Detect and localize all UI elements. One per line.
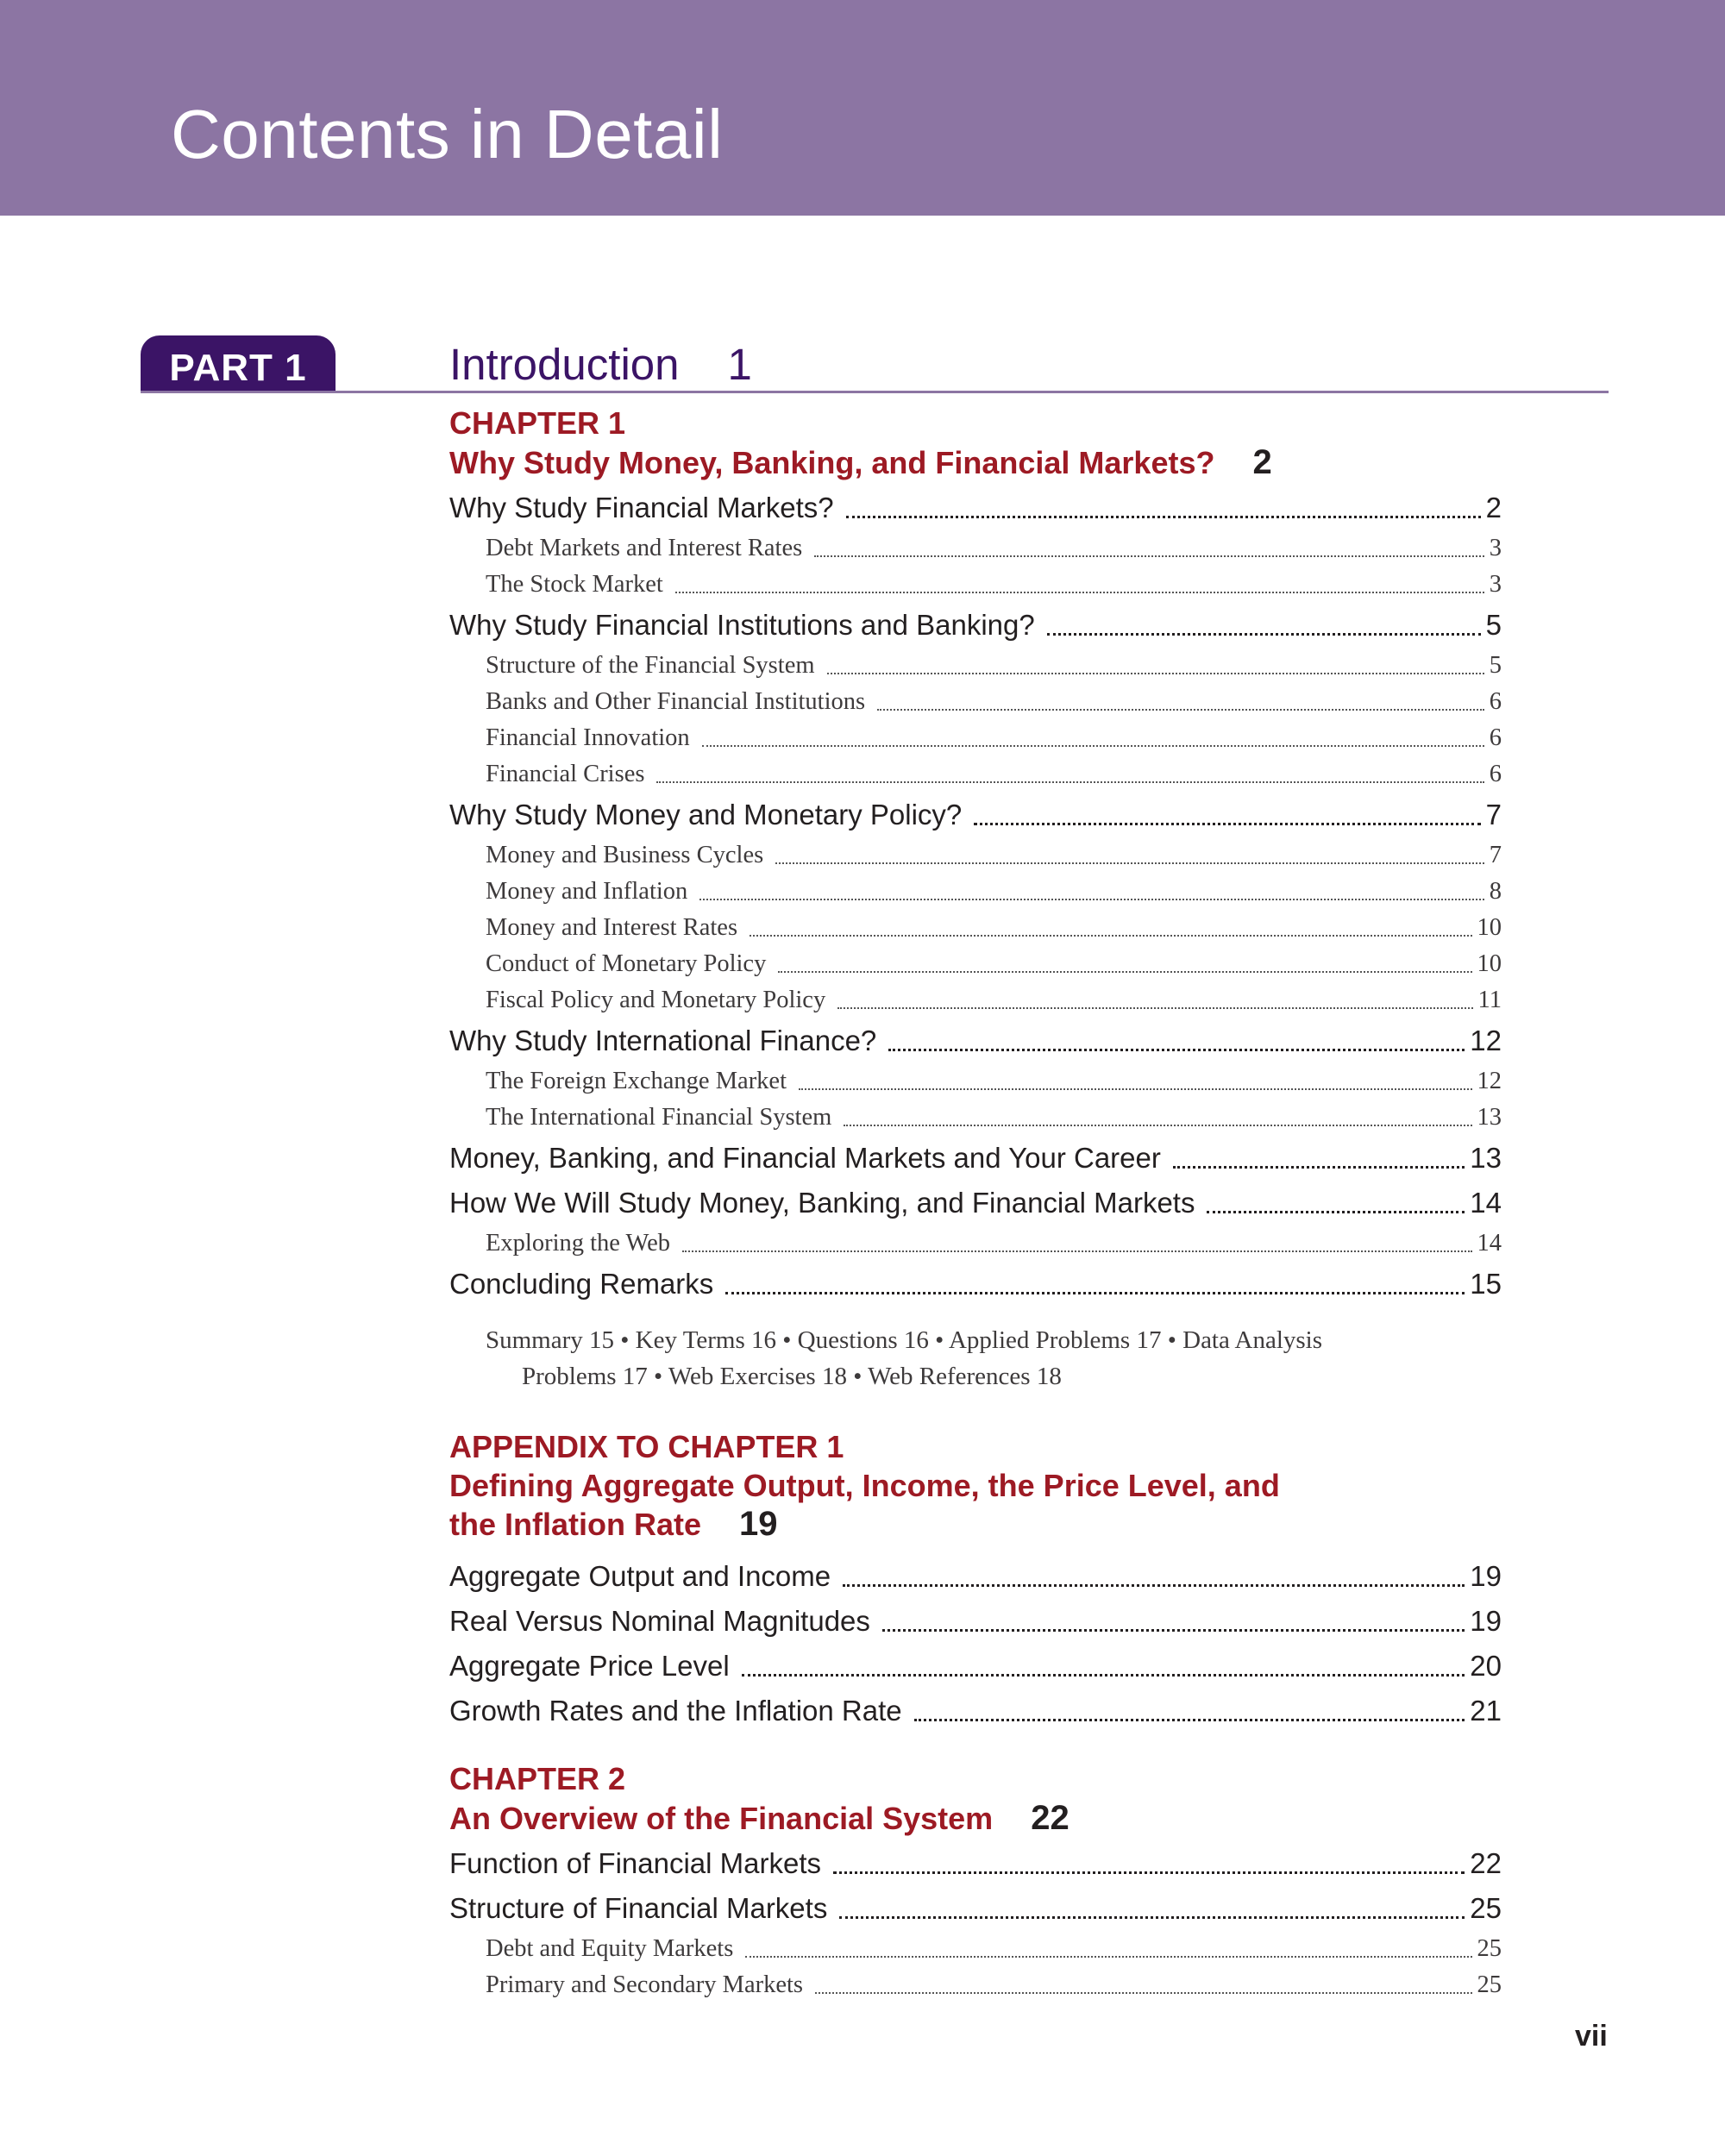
leader-dots (725, 1291, 1465, 1294)
leader-dots (846, 515, 1481, 518)
leader-dots (1047, 632, 1481, 636)
leader-dots (974, 822, 1480, 825)
toc-entry[interactable] (449, 1886, 1502, 1931)
toc-entry[interactable] (449, 1136, 1502, 1181)
toc-subentry-label: Money and Interest Rates (486, 914, 738, 941)
leader-dots (742, 1673, 1465, 1677)
appendix-title-line-2-text: the Inflation Rate (449, 1507, 702, 1542)
leader-dots (745, 1955, 1471, 1958)
endmatter-line-1: Summary 15 • Key Terms 16 • Questions 16 • Applied Problems 17 • Data Analysis (486, 1326, 1323, 1354)
page-title: Contents in Detail (171, 96, 724, 172)
toc-entry-page: 20 (1470, 1650, 1502, 1682)
toc-subentry-label: Money and Business Cycles (486, 842, 764, 868)
toc-subentry[interactable] (449, 684, 1502, 720)
appendix-title-line-2 (449, 1505, 1502, 1544)
toc-subentry-page: 5 (1489, 652, 1502, 679)
toc-entry[interactable] (449, 1262, 1502, 1307)
toc-entry[interactable] (449, 486, 1502, 530)
toc-subentry-page: 8 (1489, 878, 1502, 905)
toc-entry[interactable] (449, 1018, 1502, 1063)
toc-subentry[interactable] (449, 1100, 1502, 1136)
toc-subentry-label: Exploring the Web (486, 1230, 671, 1257)
chapter-1-title (449, 443, 1502, 482)
appendix-title-line-1: Defining Aggregate Output, Income, the Price Level, and (449, 1468, 1280, 1503)
toc-subentry-label: Debt and Equity Markets (486, 1935, 734, 1962)
toc-subentry-page: 10 (1477, 914, 1502, 941)
chapter-2-title-text: An Overview of the Financial System (449, 1801, 994, 1836)
appendix-label: APPENDIX TO CHAPTER 1 (449, 1429, 844, 1464)
toc-entry-page: 19 (1470, 1560, 1502, 1592)
toc-subentry-page: 25 (1477, 1971, 1502, 1998)
part-title-page: 1 (727, 340, 752, 389)
leader-dots (844, 1124, 1471, 1126)
toc-subentry[interactable] (449, 756, 1502, 793)
chapter-1-label: CHAPTER 1 (449, 405, 626, 441)
leader-dots (675, 591, 1484, 593)
toc-entry-page: 14 (1470, 1187, 1502, 1219)
toc-subentry[interactable] (449, 1931, 1502, 1967)
leader-dots (656, 780, 1484, 783)
toc-entry-page: 13 (1470, 1142, 1502, 1174)
toc-subentry-label: Primary and Secondary Markets (486, 1971, 804, 1998)
leader-dots (877, 708, 1484, 711)
chapter-2-label: CHAPTER 2 (449, 1761, 626, 1796)
leader-dots (750, 934, 1471, 937)
toc-subentry-page: 10 (1477, 950, 1502, 977)
toc-subentry[interactable] (449, 1967, 1502, 2003)
toc-entry-label: Why Study Financial Institutions and Banking? (449, 609, 1035, 641)
leader-dots (843, 1583, 1465, 1587)
toc-subentry-page: 13 (1477, 1104, 1502, 1131)
leader-dots (1173, 1165, 1465, 1169)
toc-entry-label: Growth Rates and the Inflation Rate (449, 1695, 902, 1727)
toc-entry[interactable] (449, 1689, 1502, 1733)
toc-entry-label: Function of Financial Markets (449, 1847, 822, 1879)
leader-dots (775, 862, 1484, 864)
toc-content (449, 404, 1502, 2003)
chapter-1-endmatter (449, 1322, 1503, 1395)
toc-subentry-label: Banks and Other Financial Institutions (486, 688, 866, 715)
chapter-1-page: 2 (1252, 443, 1272, 481)
leader-dots (837, 1006, 1472, 1009)
part-badge-label: PART 1 (169, 347, 307, 389)
leader-dots (839, 1915, 1465, 1919)
chapter-1-title-text: Why Study Money, Banking, and Financial Markets? (449, 445, 1215, 480)
toc-entry-label: Why Study Financial Markets? (449, 492, 834, 523)
toc-entry-label: Money, Banking, and Financial Markets and Your Career (449, 1142, 1161, 1174)
toc-entry-label: Why Study Money and Monetary Policy? (449, 799, 963, 830)
toc-entry-label: Structure of Financial Markets (449, 1892, 828, 1924)
toc-entry-page: 22 (1470, 1847, 1502, 1879)
leader-dots (702, 744, 1484, 747)
toc-entry[interactable] (449, 1181, 1502, 1225)
chapter-2-title (449, 1799, 1502, 1838)
toc-subentry-label: Conduct of Monetary Policy (486, 950, 767, 977)
toc-subentry[interactable] (449, 910, 1502, 946)
toc-entry-label: Why Study International Finance? (449, 1025, 877, 1056)
toc-entry[interactable] (449, 1644, 1502, 1689)
chapter-2-page: 22 (1031, 1799, 1070, 1837)
toc-entry-page: 12 (1470, 1025, 1502, 1056)
toc-subentry[interactable] (449, 982, 1502, 1018)
part-badge (141, 335, 336, 393)
toc-subentry[interactable] (449, 837, 1502, 874)
toc-subentry-page: 3 (1489, 535, 1502, 561)
toc-subentry-label: Financial Innovation (486, 724, 690, 751)
toc-subentry[interactable] (449, 530, 1502, 567)
toc-entry[interactable] (449, 603, 1502, 648)
toc-subentry[interactable] (449, 874, 1502, 910)
toc-entry-page: 19 (1470, 1605, 1502, 1637)
toc-entry[interactable] (449, 1599, 1502, 1644)
toc-entry-page: 7 (1485, 799, 1502, 830)
header-banner (0, 0, 1725, 216)
toc-entry-page: 21 (1470, 1695, 1502, 1727)
toc-entry[interactable] (449, 793, 1502, 837)
toc-subentry[interactable] (449, 567, 1502, 603)
toc-subentry-page: 6 (1489, 724, 1502, 751)
toc-subentry[interactable] (449, 648, 1502, 684)
part-title (449, 339, 752, 390)
leader-dots (827, 672, 1484, 674)
toc-subentry[interactable] (449, 946, 1502, 982)
leader-dots (682, 1250, 1471, 1252)
toc-subentry-label: Structure of the Financial System (486, 652, 815, 679)
toc-entry[interactable] (449, 1841, 1502, 1886)
toc-subentry-page: 6 (1489, 688, 1502, 715)
toc-subentry-label: Financial Crises (486, 761, 645, 787)
toc-subentry-page: 12 (1477, 1068, 1502, 1094)
leader-dots (778, 970, 1471, 973)
toc-subentry-label: The International Financial System (486, 1104, 832, 1131)
toc-entry[interactable] (449, 1554, 1502, 1599)
toc-subentry-page: 6 (1489, 761, 1502, 787)
toc-subentry-page: 3 (1489, 571, 1502, 598)
leader-dots (833, 1871, 1465, 1874)
leader-dots (699, 898, 1484, 900)
toc-entry-label: Aggregate Output and Income (449, 1560, 831, 1592)
toc-subentry-label: The Stock Market (486, 571, 663, 598)
toc-subentry-page: 25 (1477, 1935, 1502, 1962)
toc-entry-page: 25 (1470, 1892, 1502, 1924)
toc-entry-page: 5 (1485, 609, 1502, 641)
toc-subentry[interactable] (449, 1063, 1502, 1100)
toc-subentry-label: Debt Markets and Interest Rates (486, 535, 803, 561)
toc-subentry-page: 11 (1477, 987, 1502, 1013)
leader-dots (914, 1718, 1465, 1721)
endmatter-line-2: Problems 17 • Web Exercises 18 • Web References 18 (522, 1363, 1062, 1390)
toc-entry-page: 2 (1485, 492, 1502, 523)
toc-subentry-label: Fiscal Policy and Monetary Policy (486, 987, 826, 1013)
toc-subentry-page: 7 (1489, 842, 1502, 868)
toc-entry-label: Concluding Remarks (449, 1268, 714, 1300)
part-title-text: Introduction (449, 340, 680, 389)
leader-dots (1207, 1210, 1465, 1213)
toc-entry-label: Real Versus Nominal Magnitudes (449, 1605, 870, 1637)
appendix-page: 19 (739, 1505, 778, 1543)
toc-entry-label: How We Will Study Money, Banking, and Financial Markets (449, 1187, 1195, 1219)
toc-subentry[interactable] (449, 720, 1502, 756)
leader-dots (814, 555, 1484, 557)
toc-subentry-label: The Foreign Exchange Market (486, 1068, 787, 1094)
toc-subentry[interactable] (449, 1225, 1502, 1262)
toc-subentry-label: Money and Inflation (486, 878, 688, 905)
leader-dots (799, 1087, 1472, 1090)
toc-subentry-page: 14 (1477, 1230, 1502, 1257)
part-divider (141, 391, 1609, 393)
toc-entry-label: Aggregate Price Level (449, 1650, 730, 1682)
page-number: vii (1575, 2020, 1608, 2053)
toc-entry-page: 15 (1470, 1268, 1502, 1300)
leader-dots (882, 1628, 1465, 1632)
leader-dots (888, 1048, 1465, 1051)
leader-dots (815, 1991, 1471, 1994)
